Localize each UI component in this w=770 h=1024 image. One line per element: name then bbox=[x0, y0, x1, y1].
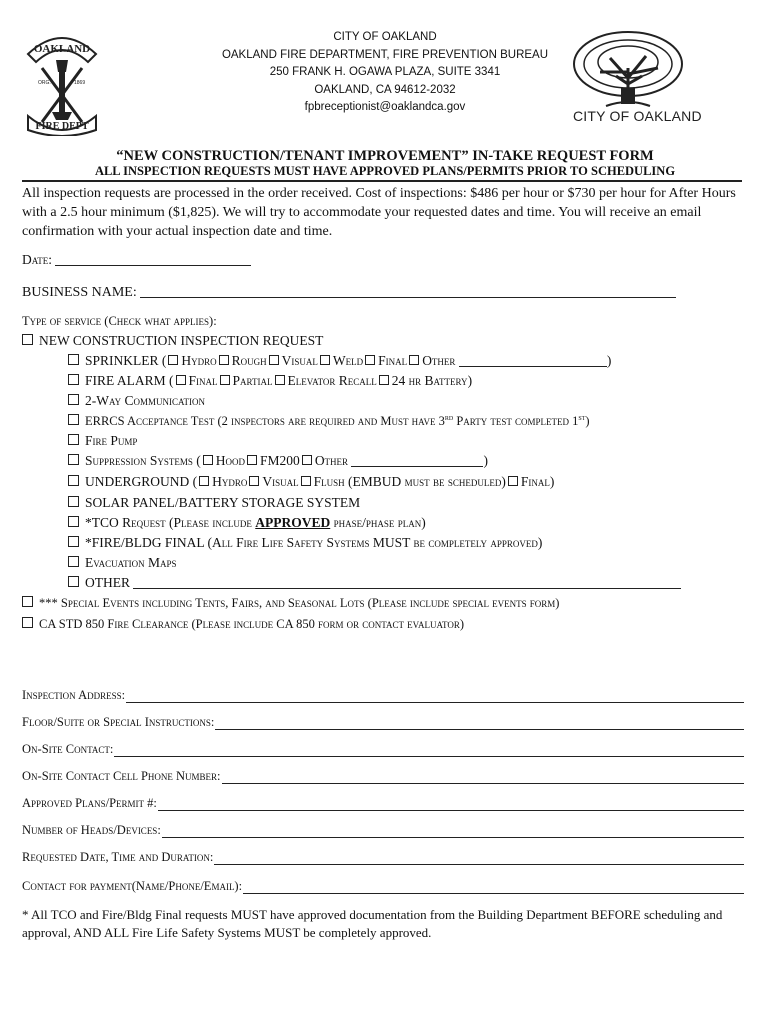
approved-plans-label: Approved Plans/Permit #: bbox=[22, 796, 157, 810]
checkbox-fa-final[interactable] bbox=[176, 375, 186, 385]
business-row bbox=[22, 285, 676, 301]
date-row bbox=[22, 252, 251, 268]
city-logo-text: CITY OF OAKLAND bbox=[573, 108, 702, 124]
onsite-contact-label: On-Site Contact: bbox=[22, 742, 114, 756]
header-street: 250 FRANK H. OGAWA PLAZA, SUITE 3341 bbox=[269, 66, 501, 78]
checkbox-sprinkler-hydro[interactable] bbox=[168, 355, 178, 365]
evacuation-label: Evacuation Maps bbox=[85, 555, 177, 570]
service-fire-alarm bbox=[68, 373, 472, 389]
sprinkler-hydro-label: Hydro bbox=[181, 353, 217, 368]
ug-visual-label: Visual bbox=[262, 474, 299, 489]
checkbox-supp-other[interactable] bbox=[302, 455, 312, 465]
onsite-cell-row bbox=[22, 769, 744, 784]
fire-logo-year-text: 1869 bbox=[74, 80, 86, 86]
footnote: * All TCO and Fire/Bldg Final requests MUST have approved documentation from the Building Department BEFORE scheduling and approval, AND ALL Fire Life Safety Systems MUST be completely approved. bbox=[22, 907, 723, 940]
checkbox-fire-pump[interactable] bbox=[68, 434, 79, 445]
onsite-contact-row bbox=[22, 742, 744, 757]
onsite-cell-label: On-Site Contact Cell Phone Number: bbox=[22, 769, 221, 783]
sprinkler-rough-label: Rough bbox=[231, 353, 267, 368]
header-email[interactable]: fpbreceptionist@oaklandca.gov bbox=[304, 101, 466, 113]
checkbox-suppression[interactable] bbox=[68, 454, 79, 465]
form-title: “NEW CONSTRUCTION/TENANT IMPROVEMENT” IN-TAKE REQUEST FORM bbox=[116, 148, 654, 164]
checkbox-sprinkler-weld[interactable] bbox=[320, 355, 330, 365]
service-other bbox=[68, 575, 681, 591]
supp-other-field[interactable] bbox=[351, 454, 483, 467]
checkbox-fa-battery[interactable] bbox=[379, 375, 389, 385]
sprinkler-other-label: Other bbox=[422, 353, 456, 368]
fire-logo-top-text: OAKLAND bbox=[33, 43, 91, 55]
checkbox-sprinkler-visual[interactable] bbox=[269, 355, 279, 365]
checkbox-ug-hydro[interactable] bbox=[199, 476, 209, 486]
suppression-label: Suppression Systems ( bbox=[85, 453, 201, 468]
floor-suite-field[interactable] bbox=[215, 717, 744, 730]
onsite-cell-field[interactable] bbox=[222, 771, 744, 784]
checkbox-sprinkler-other[interactable] bbox=[409, 355, 419, 365]
checkbox-evacuation[interactable] bbox=[68, 556, 79, 567]
header-department: OAKLAND FIRE DEPARTMENT, FIRE PREVENTION BUREAU bbox=[221, 48, 549, 61]
checkbox-sprinkler-rough[interactable] bbox=[219, 355, 229, 365]
checkbox-fa-elevator[interactable] bbox=[275, 375, 285, 385]
checkbox-underground[interactable] bbox=[68, 475, 79, 486]
ug-flush-label: Flush (EMBUD must be scheduled) bbox=[313, 474, 506, 489]
checkbox-sprinkler-final[interactable] bbox=[365, 355, 375, 365]
fa-battery-label: 24 hr Battery bbox=[391, 373, 468, 388]
supp-fm200-label: FM200 bbox=[260, 453, 300, 468]
ug-final-label: Final bbox=[520, 474, 550, 489]
service-two-way bbox=[68, 393, 205, 409]
floor-suite-row bbox=[22, 715, 744, 730]
approved-plans-field[interactable] bbox=[158, 798, 744, 811]
service-fire-pump bbox=[68, 433, 137, 449]
service-ca-std bbox=[22, 617, 464, 632]
date-label: Date: bbox=[22, 252, 52, 267]
sprinkler-label: SPRINKLER ( bbox=[85, 353, 167, 368]
tco-approved: APPROVED bbox=[255, 515, 331, 530]
floor-suite-label: Floor/Suite or Special Instructions: bbox=[22, 715, 215, 729]
checkbox-solar[interactable] bbox=[68, 496, 79, 507]
tco-post: phase/phase plan) bbox=[330, 515, 426, 530]
checkbox-fa-partial[interactable] bbox=[220, 375, 230, 385]
service-solar bbox=[68, 495, 360, 511]
business-label: BUSINESS NAME: bbox=[22, 285, 137, 300]
service-suppression bbox=[68, 453, 488, 469]
checkbox-supp-hood[interactable] bbox=[203, 455, 213, 465]
underground-label: UNDERGROUND ( bbox=[85, 474, 198, 489]
service-tco bbox=[68, 515, 426, 531]
errcs-sup-rd: rd bbox=[444, 413, 454, 422]
onsite-contact-field[interactable] bbox=[114, 744, 744, 757]
checkbox-sprinkler[interactable] bbox=[68, 354, 79, 365]
tco-label: *TCO Request (Please include bbox=[85, 515, 256, 530]
sprinkler-other-field[interactable] bbox=[459, 354, 607, 367]
sprinkler-visual-label: Visual bbox=[281, 353, 318, 368]
header-citystate: OAKLAND, CA 94612-2032 bbox=[314, 83, 456, 96]
requested-date-label: Requested Date, Time and Duration: bbox=[22, 850, 214, 864]
checkbox-ca-std[interactable] bbox=[22, 617, 33, 628]
heads-devices-row bbox=[22, 823, 744, 838]
requested-date-row bbox=[22, 850, 744, 865]
checkbox-errcs[interactable] bbox=[68, 414, 79, 425]
fire-pump-label: Fire Pump bbox=[85, 433, 138, 448]
title-rule bbox=[22, 180, 742, 182]
sprinkler-close: ) bbox=[606, 353, 612, 368]
form-subtitle: ALL INSPECTION REQUESTS MUST HAVE APPROVED PLANS/PERMITS PRIOR TO SCHEDULING bbox=[94, 164, 676, 178]
service-underground bbox=[68, 474, 554, 490]
approved-plans-row bbox=[22, 796, 744, 811]
errcs-label: ERRCS Acceptance Test (2 inspectors are required and Must have 3 bbox=[85, 414, 445, 429]
suppression-close: ) bbox=[483, 453, 488, 468]
bldg-final-label: *FIRE/BLDG FINAL (All Fire Life Safety Systems MUST be completely approved) bbox=[85, 535, 543, 550]
checkbox-ug-visual[interactable] bbox=[249, 476, 259, 486]
payment-contact-label: Contact for payment(Name/Phone/Email): bbox=[22, 879, 243, 893]
service-bldg-final bbox=[68, 535, 542, 551]
errcs-sup-st: st bbox=[578, 413, 586, 422]
fire-alarm-label: FIRE ALARM ( bbox=[85, 373, 174, 388]
date-field[interactable] bbox=[55, 253, 251, 266]
fire-logo-bottom-text: FIRE DEPT bbox=[35, 121, 89, 132]
heads-devices-label: Number of Heads/Devices: bbox=[22, 823, 161, 837]
service-new-construction bbox=[22, 333, 323, 349]
new-construction-label: NEW CONSTRUCTION INSPECTION REQUEST bbox=[39, 333, 324, 348]
requested-date-field[interactable] bbox=[214, 852, 744, 865]
other-field[interactable] bbox=[133, 576, 681, 589]
checkbox-ug-final[interactable] bbox=[508, 476, 518, 486]
supp-hood-label: Hood bbox=[215, 453, 246, 468]
fire-logo-org-text: ORG. bbox=[38, 80, 51, 86]
checkbox-fire-alarm[interactable] bbox=[68, 374, 79, 385]
checkbox-bldg-final[interactable] bbox=[68, 536, 79, 547]
service-special-events bbox=[22, 596, 559, 611]
heads-devices-field[interactable] bbox=[162, 825, 744, 838]
fire-alarm-close: ) bbox=[467, 373, 473, 388]
inspection-address-field[interactable] bbox=[126, 690, 744, 703]
sprinkler-final-label: Final bbox=[378, 353, 408, 368]
fire-dept-logo bbox=[22, 24, 102, 136]
underground-close: ) bbox=[549, 474, 555, 489]
inspection-address-label: Inspection Address: bbox=[22, 688, 126, 702]
solar-label: SOLAR PANEL/BATTERY STORAGE SYSTEM bbox=[85, 495, 361, 510]
service-evacuation bbox=[68, 555, 176, 571]
errcs-mid: Party test completed 1 bbox=[453, 414, 579, 429]
checkbox-tco[interactable] bbox=[68, 516, 79, 527]
supp-other-label: Other bbox=[314, 453, 349, 468]
fa-elevator-label: Elevator Recall bbox=[287, 373, 377, 388]
checkbox-supp-fm200[interactable] bbox=[247, 455, 257, 465]
header-block bbox=[210, 29, 560, 117]
ca-std-label: CA STD 850 Fire Clearance (Please include CA 850 form or contact evaluator) bbox=[39, 617, 464, 631]
special-events-label: *** Special Events including Tents, Fairs, and Seasonal Lots (Please include special events form) bbox=[39, 596, 560, 610]
header-city: CITY OF OAKLAND bbox=[333, 31, 437, 43]
payment-contact-row bbox=[22, 879, 744, 894]
fa-partial-label: Partial bbox=[232, 373, 273, 388]
sprinkler-weld-label: Weld bbox=[332, 353, 364, 368]
errcs-close: ) bbox=[585, 414, 590, 429]
two-way-label: 2-Way Communication bbox=[85, 393, 206, 408]
service-errcs bbox=[68, 413, 590, 429]
checkbox-special-events[interactable] bbox=[22, 596, 33, 607]
ug-hydro-label: Hydro bbox=[212, 474, 248, 489]
checkbox-two-way[interactable] bbox=[68, 394, 79, 405]
checkbox-other[interactable] bbox=[68, 576, 79, 587]
checkbox-new-construction[interactable] bbox=[22, 334, 33, 345]
checkbox-ug-flush[interactable] bbox=[301, 476, 311, 486]
service-sprinkler bbox=[68, 353, 611, 369]
fa-final-label: Final bbox=[188, 373, 218, 388]
business-name-field[interactable] bbox=[140, 285, 676, 298]
type-of-service-label: Type of service (Check what applies): bbox=[22, 314, 217, 328]
payment-contact-field[interactable] bbox=[243, 881, 744, 894]
inspection-address-row bbox=[22, 688, 744, 703]
other-label: OTHER bbox=[85, 575, 130, 590]
intro-paragraph: All inspection requests are processed in the order received. Cost of inspections: $486 per hour or $730 per hour for After Hours with a 2.5 hour minimum ($1,825). We will try to accommodate your requested dates and time. You will receive an email confirmation with your actual inspection date and time. bbox=[22, 186, 736, 239]
